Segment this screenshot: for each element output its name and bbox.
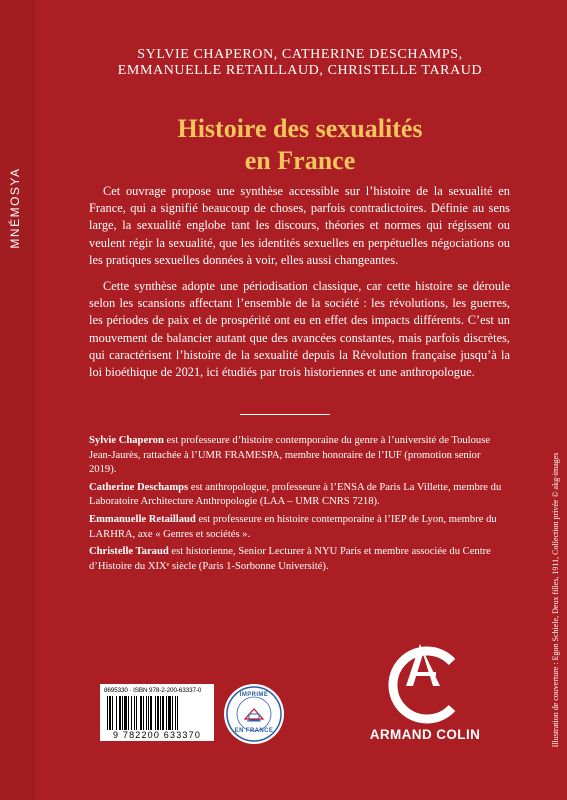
bio-name: Christelle Taraud <box>89 546 169 558</box>
bio-name: Sylvie Chaperon <box>89 435 164 446</box>
barcode-isbn: 8695330 · ISBN 978-2-200-63337-0 <box>104 687 202 694</box>
armand-colin-logo-icon <box>376 640 476 730</box>
barcode-bars <box>106 696 208 730</box>
bio-name: Catherine Deschamps <box>89 481 189 493</box>
bio-text: est historienne, Senior Lecturer à NYU Paris et membre associée du Centre d’Histoire du XIXᵉ siècle (Paris 1-Sorbonne Université). <box>89 546 491 572</box>
authors-line: EMMANUELLE RETAILLAUD, CHRISTELLE TARAUD <box>117 63 483 78</box>
authors-line: SYLVIE CHAPERON, CATHERINE DESCHAMPS, <box>137 47 463 62</box>
spine-band <box>0 0 34 800</box>
bio-text: est professeure en histoire contemporaine à l’IEP de Lyon, membre du LARHRA, axe « Genres et sociétés ». <box>89 513 497 540</box>
bio <box>89 513 510 542</box>
bio <box>89 434 510 478</box>
bio-name: Emmanuelle Retaillaud <box>89 513 196 525</box>
bio-text: est anthropologue, professeure à l’ENSA de Paris La Villette, membre du Laboratoire Architecture Anthropologie (LAA – UMR CNRS 7218). <box>89 481 502 508</box>
bio-text: est professeure d’histoire contemporaine du genre à l’université de Toulouse Jean-Jaurès, rattachée à l’UMR FRAMESPA, membre honoraire de l’IUF (promotion senior 2019). <box>89 435 491 476</box>
barcode <box>100 684 214 741</box>
collection-name: MNÉMOSYA <box>8 167 22 249</box>
title-line: Histoire des sexualités <box>177 114 423 143</box>
blurb-paragraph: Cette synthèse adopte une périodisation classique, car cette histoire se déroule selon les scansions affectant l’ensemble de la société : les révolutions, les guerres, les périodes de paix et de prospérité ont eu en effet des impacts différents. C’est un mouvement de balancier autant que des avancées constantes, mais parfois discrètes, qui caractérisent l’histoire de la sexualité depuis la Révolution française jusqu’à la loi bioéthique de 2021, ici étudiés par trois historiennes et une anthropologue. <box>89 279 510 380</box>
divider <box>240 414 330 415</box>
publisher-name: ARMAND COLIN <box>369 727 481 742</box>
blurb <box>89 183 510 390</box>
title-line: en France <box>244 146 356 175</box>
authors <box>90 47 510 79</box>
badge-bottom-text: EN FRANCE <box>234 728 274 734</box>
badge-top-text: IMPRIMÉ <box>239 692 269 698</box>
barcode-number: 9 782200 633370 <box>112 730 202 740</box>
illustration-credit: Illustration de couverture : Egon Schiele, Deux filles, 1911, Collection privée © akg-images <box>550 452 560 748</box>
author-bios <box>89 434 510 577</box>
bio <box>89 545 510 574</box>
book-title <box>70 113 530 177</box>
printed-in-france-badge <box>223 683 285 745</box>
blurb-paragraph: Cet ouvrage propose une synthèse accessible sur l’histoire de la sexualité en France, qui a signifié beaucoup de choses, parfois contradictoires. Définie au sens large, la sexualité englobe tant les discours, théories et normes qui régissent ou veulent régir la sexualité, que les identités sexuelles en perpétuelles négociations ou les pratiques sexuelles données à voir, elles aussi changeantes. <box>89 184 510 267</box>
bio <box>89 481 510 510</box>
